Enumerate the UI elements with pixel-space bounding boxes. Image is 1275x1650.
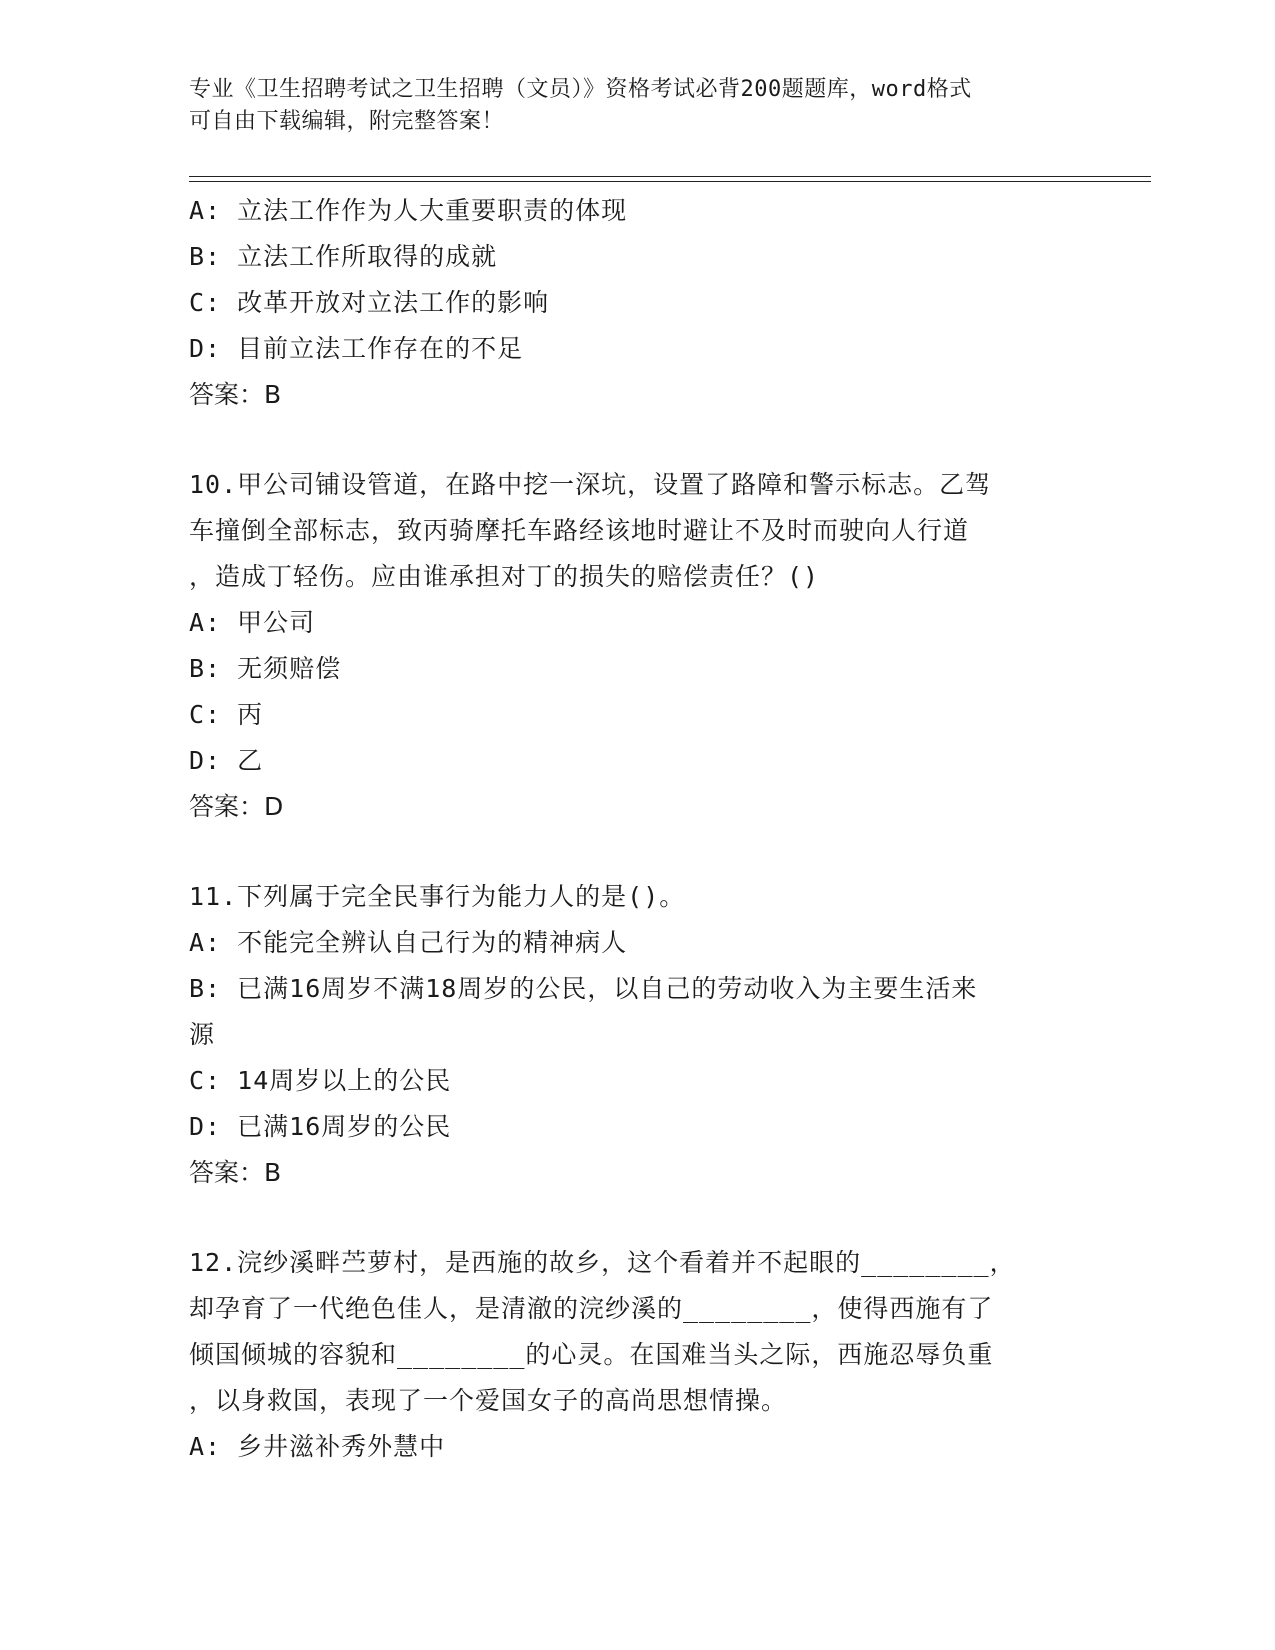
answer: 答案：B bbox=[189, 380, 282, 409]
option-c: C: 改革开放对立法工作的影响 bbox=[189, 288, 550, 317]
option-b: B: 无须赔偿 bbox=[189, 654, 342, 683]
question-stem: 12.浣纱溪畔苎萝村，是西施的故乡，这个看着并不起眼的________， bbox=[189, 1248, 1016, 1277]
spacer bbox=[189, 1196, 1089, 1240]
document-header bbox=[189, 74, 1089, 138]
option-a: A: 甲公司 bbox=[189, 608, 316, 637]
question-12 bbox=[189, 1240, 1089, 1470]
question-stem: ，造成丁轻伤。应由谁承担对丁的损失的赔偿责任？() bbox=[189, 562, 820, 591]
question-11 bbox=[189, 874, 1089, 1196]
spacer bbox=[189, 830, 1089, 874]
spacer bbox=[189, 418, 1089, 462]
question-stem: 11.下列属于完全民事行为能力人的是()。 bbox=[189, 882, 686, 911]
option-a: A: 不能完全辨认自己行为的精神病人 bbox=[189, 928, 628, 957]
header-line-2: 可自由下载编辑，附完整答案！ bbox=[189, 109, 505, 134]
option-b-continued: 源 bbox=[189, 1020, 216, 1049]
question-list bbox=[189, 188, 1089, 1470]
option-a: A: 乡井滋补秀外慧中 bbox=[189, 1432, 446, 1461]
question-stem: ，以身救国，表现了一个爱国女子的高尚思想情操。 bbox=[189, 1386, 788, 1415]
option-d: D: 乙 bbox=[189, 746, 264, 775]
question-stem: 倾国倾城的容貌和________的心灵。在国难当头之际，西施忍辱负重 bbox=[189, 1340, 994, 1369]
option-b: B: 立法工作所取得的成就 bbox=[189, 242, 498, 271]
option-a: A: 立法工作作为人大重要职责的体现 bbox=[189, 196, 628, 225]
option-c: C: 丙 bbox=[189, 700, 264, 729]
question-stem: 车撞倒全部标志，致丙骑摩托车路经该地时避让不及时而驶向人行道 bbox=[189, 516, 970, 545]
question-9 bbox=[189, 188, 1089, 418]
header-rule-bottom bbox=[189, 181, 1151, 182]
question-stem: 却孕育了一代绝色佳人，是清澈的浣纱溪的________，使得西施有了 bbox=[189, 1294, 994, 1323]
option-d: D: 目前立法工作存在的不足 bbox=[189, 334, 524, 363]
header-rule-top bbox=[189, 176, 1151, 177]
option-d: D: 已满16周岁的公民 bbox=[189, 1112, 452, 1141]
option-b: B: 已满16周岁不满18周岁的公民，以自己的劳动收入为主要生活来 bbox=[189, 974, 978, 1003]
answer: 答案：B bbox=[189, 1158, 282, 1187]
question-10 bbox=[189, 462, 1089, 830]
option-c: C: 14周岁以上的公民 bbox=[189, 1066, 452, 1095]
header-line-1: 专业《卫生招聘考试之卫生招聘（文员）》资格考试必背200题题库，word格式 bbox=[189, 77, 972, 102]
answer: 答案：D bbox=[189, 792, 284, 821]
question-stem: 10.甲公司铺设管道，在路中挖一深坑，设置了路障和警示标志。乙驾 bbox=[189, 470, 992, 499]
